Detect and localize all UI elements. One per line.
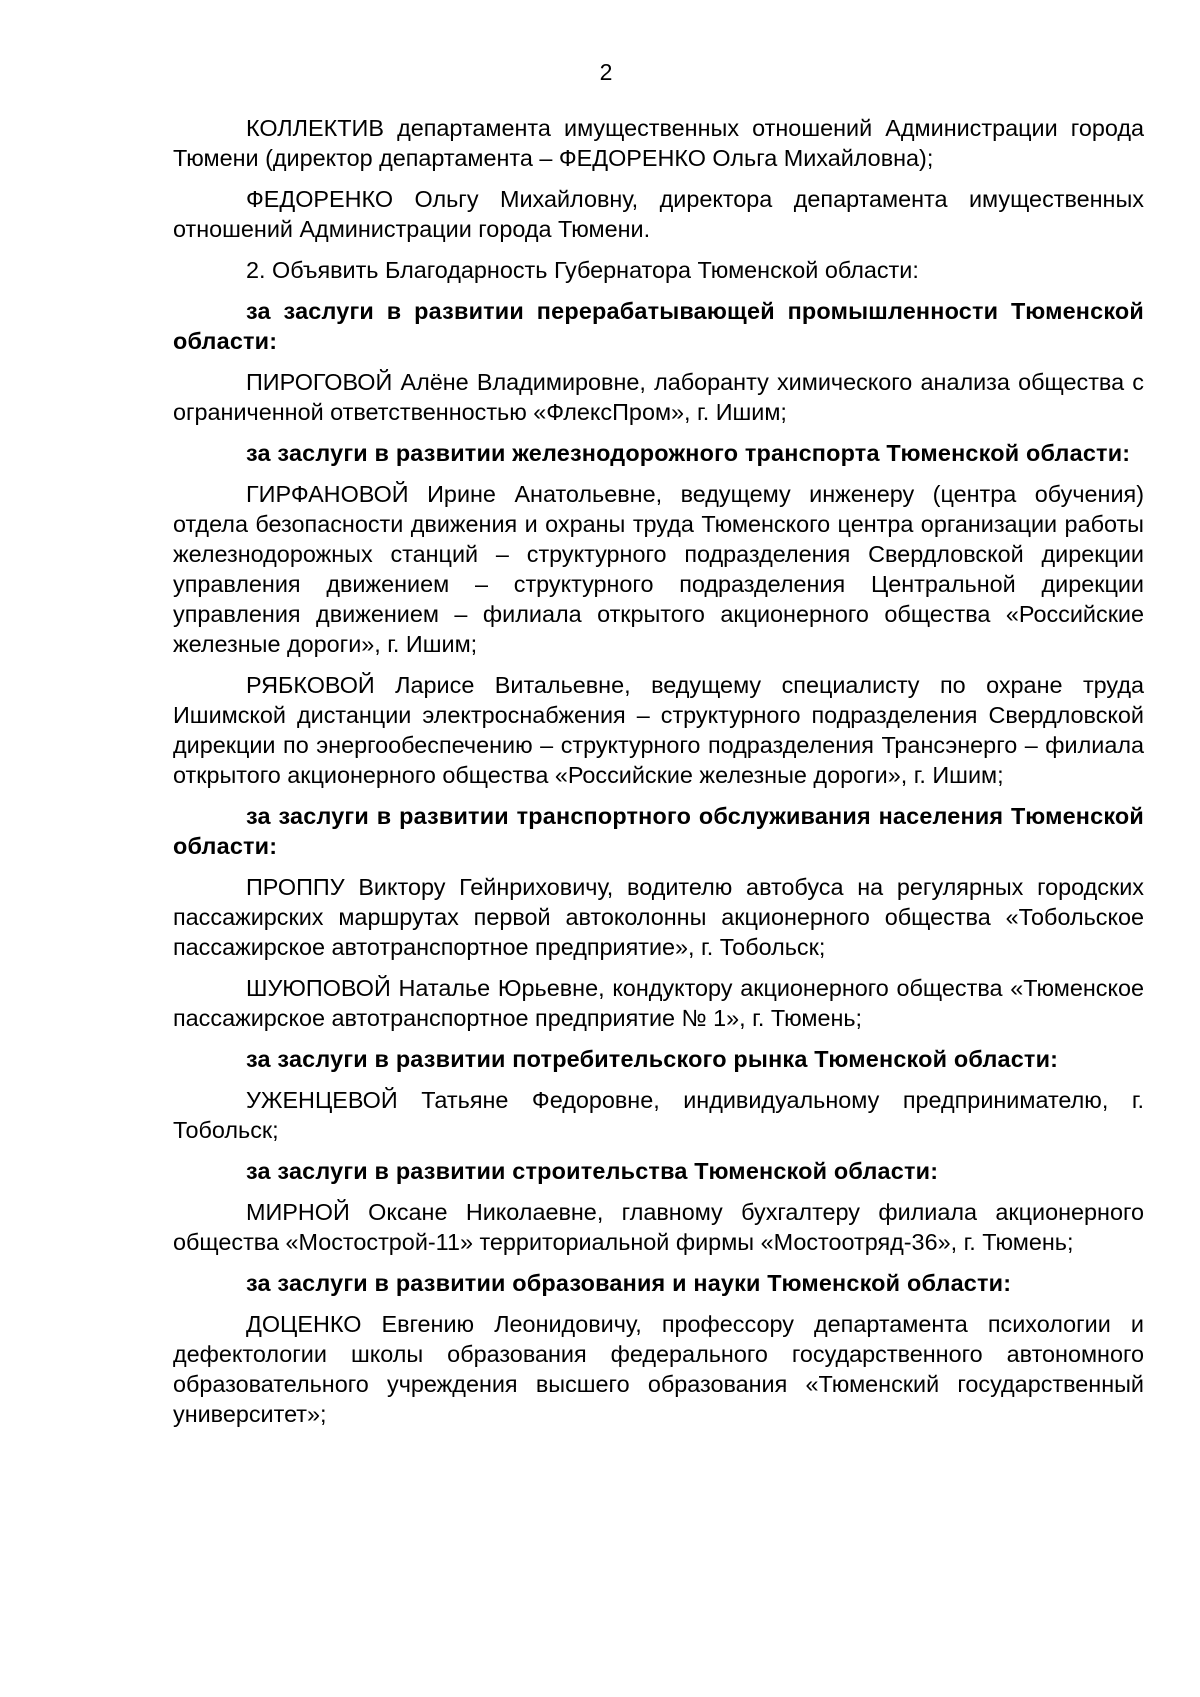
paragraph-uzhentseva: УЖЕНЦЕВОЙ Татьяне Федоровне, индивидуальному предпринимателю, г. Тобольск; — [173, 1087, 1144, 1143]
paragraph-dotsenko: ДОЦЕНКО Евгению Леонидовичу, профессору департамента психологии и дефектологии школы образования федерального государственного автономного образовательного учреждения высшего образования «Тюменский государственный университет»; — [173, 1311, 1144, 1427]
paragraph-girfanova: ГИРФАНОВОЙ Ирине Анатольевне, ведущему инженеру (центра обучения) отдела безопасности движения и охраны труда Тюменского центра организации работы железнодорожных станций – структурного подразделения Свердловской дирекции управления движением – структурного подразделения Центральной дирекции управления движением – филиала открытого акционерного общества «Российские железные дороги», г. Ишим; — [173, 481, 1144, 657]
page-number: 2 — [599, 59, 613, 85]
section-heading-construction: за заслуги в развитии строительства Тюменской области: — [246, 1158, 939, 1184]
paragraph-fedorenko: ФЕДОРЕНКО Ольгу Михайловну, директора департамента имущественных отношений Администрации города Тюмени. — [173, 186, 1144, 242]
document-body — [173, 113, 1144, 1440]
paragraph-pirogova: ПИРОГОВОЙ Алёне Владимировне, лаборанту химического анализа общества с ограниченной ответственностью «ФлексПром», г. Ишим; — [173, 369, 1144, 425]
section-heading-railway: за заслуги в развитии железнодорожного транспорта Тюменской области: — [246, 440, 1131, 466]
section-heading-education: за заслуги в развитии образования и науки Тюменской области: — [246, 1270, 1012, 1296]
section-heading-processing-industry: за заслуги в развитии перерабатывающей промышленности Тюменской области: — [173, 298, 1144, 354]
paragraph-ryabkova: РЯБКОВОЙ Ларисе Витальевне, ведущему специалисту по охране труда Ишимской дистанции электроснабжения – структурного подразделения Свердловской дирекции по энергообеспечению – структурного подразделения Трансэнерго – филиала открытого акционерного общества «Российские железные дороги», г. Ишим; — [173, 672, 1144, 788]
paragraph-propp: ПРОППУ Виктору Гейнриховичу, водителю автобуса на регулярных городских пассажирских маршрутах первой автоколонны акционерного общества «Тобольское пассажирское автотранспортное предприятие», г. Тобольск; — [173, 874, 1144, 960]
paragraph-item-2: 2. Объявить Благодарность Губернатора Тюменской области: — [246, 257, 919, 283]
section-heading-transport-service: за заслуги в развитии транспортного обслуживания населения Тюменской области: — [173, 803, 1144, 859]
paragraph-shuyupova: ШУЮПОВОЙ Наталье Юрьевне, кондуктору акционерного общества «Тюменское пассажирское автотранспортное предприятие № 1», г. Тюмень; — [173, 975, 1144, 1031]
paragraph-mirnaya: МИРНОЙ Оксане Николаевне, главному бухгалтеру филиала акционерного общества «Мостострой-11» территориальной фирмы «Мостоотряд-36», г. Тюмень; — [173, 1199, 1144, 1255]
paragraph-collective: КОЛЛЕКТИВ департамента имущественных отношений Администрации города Тюмени (директор департамента – ФЕДОРЕНКО Ольга Михайловна); — [173, 115, 1144, 171]
section-heading-consumer-market: за заслуги в развитии потребительского рынка Тюменской области: — [246, 1046, 1059, 1072]
